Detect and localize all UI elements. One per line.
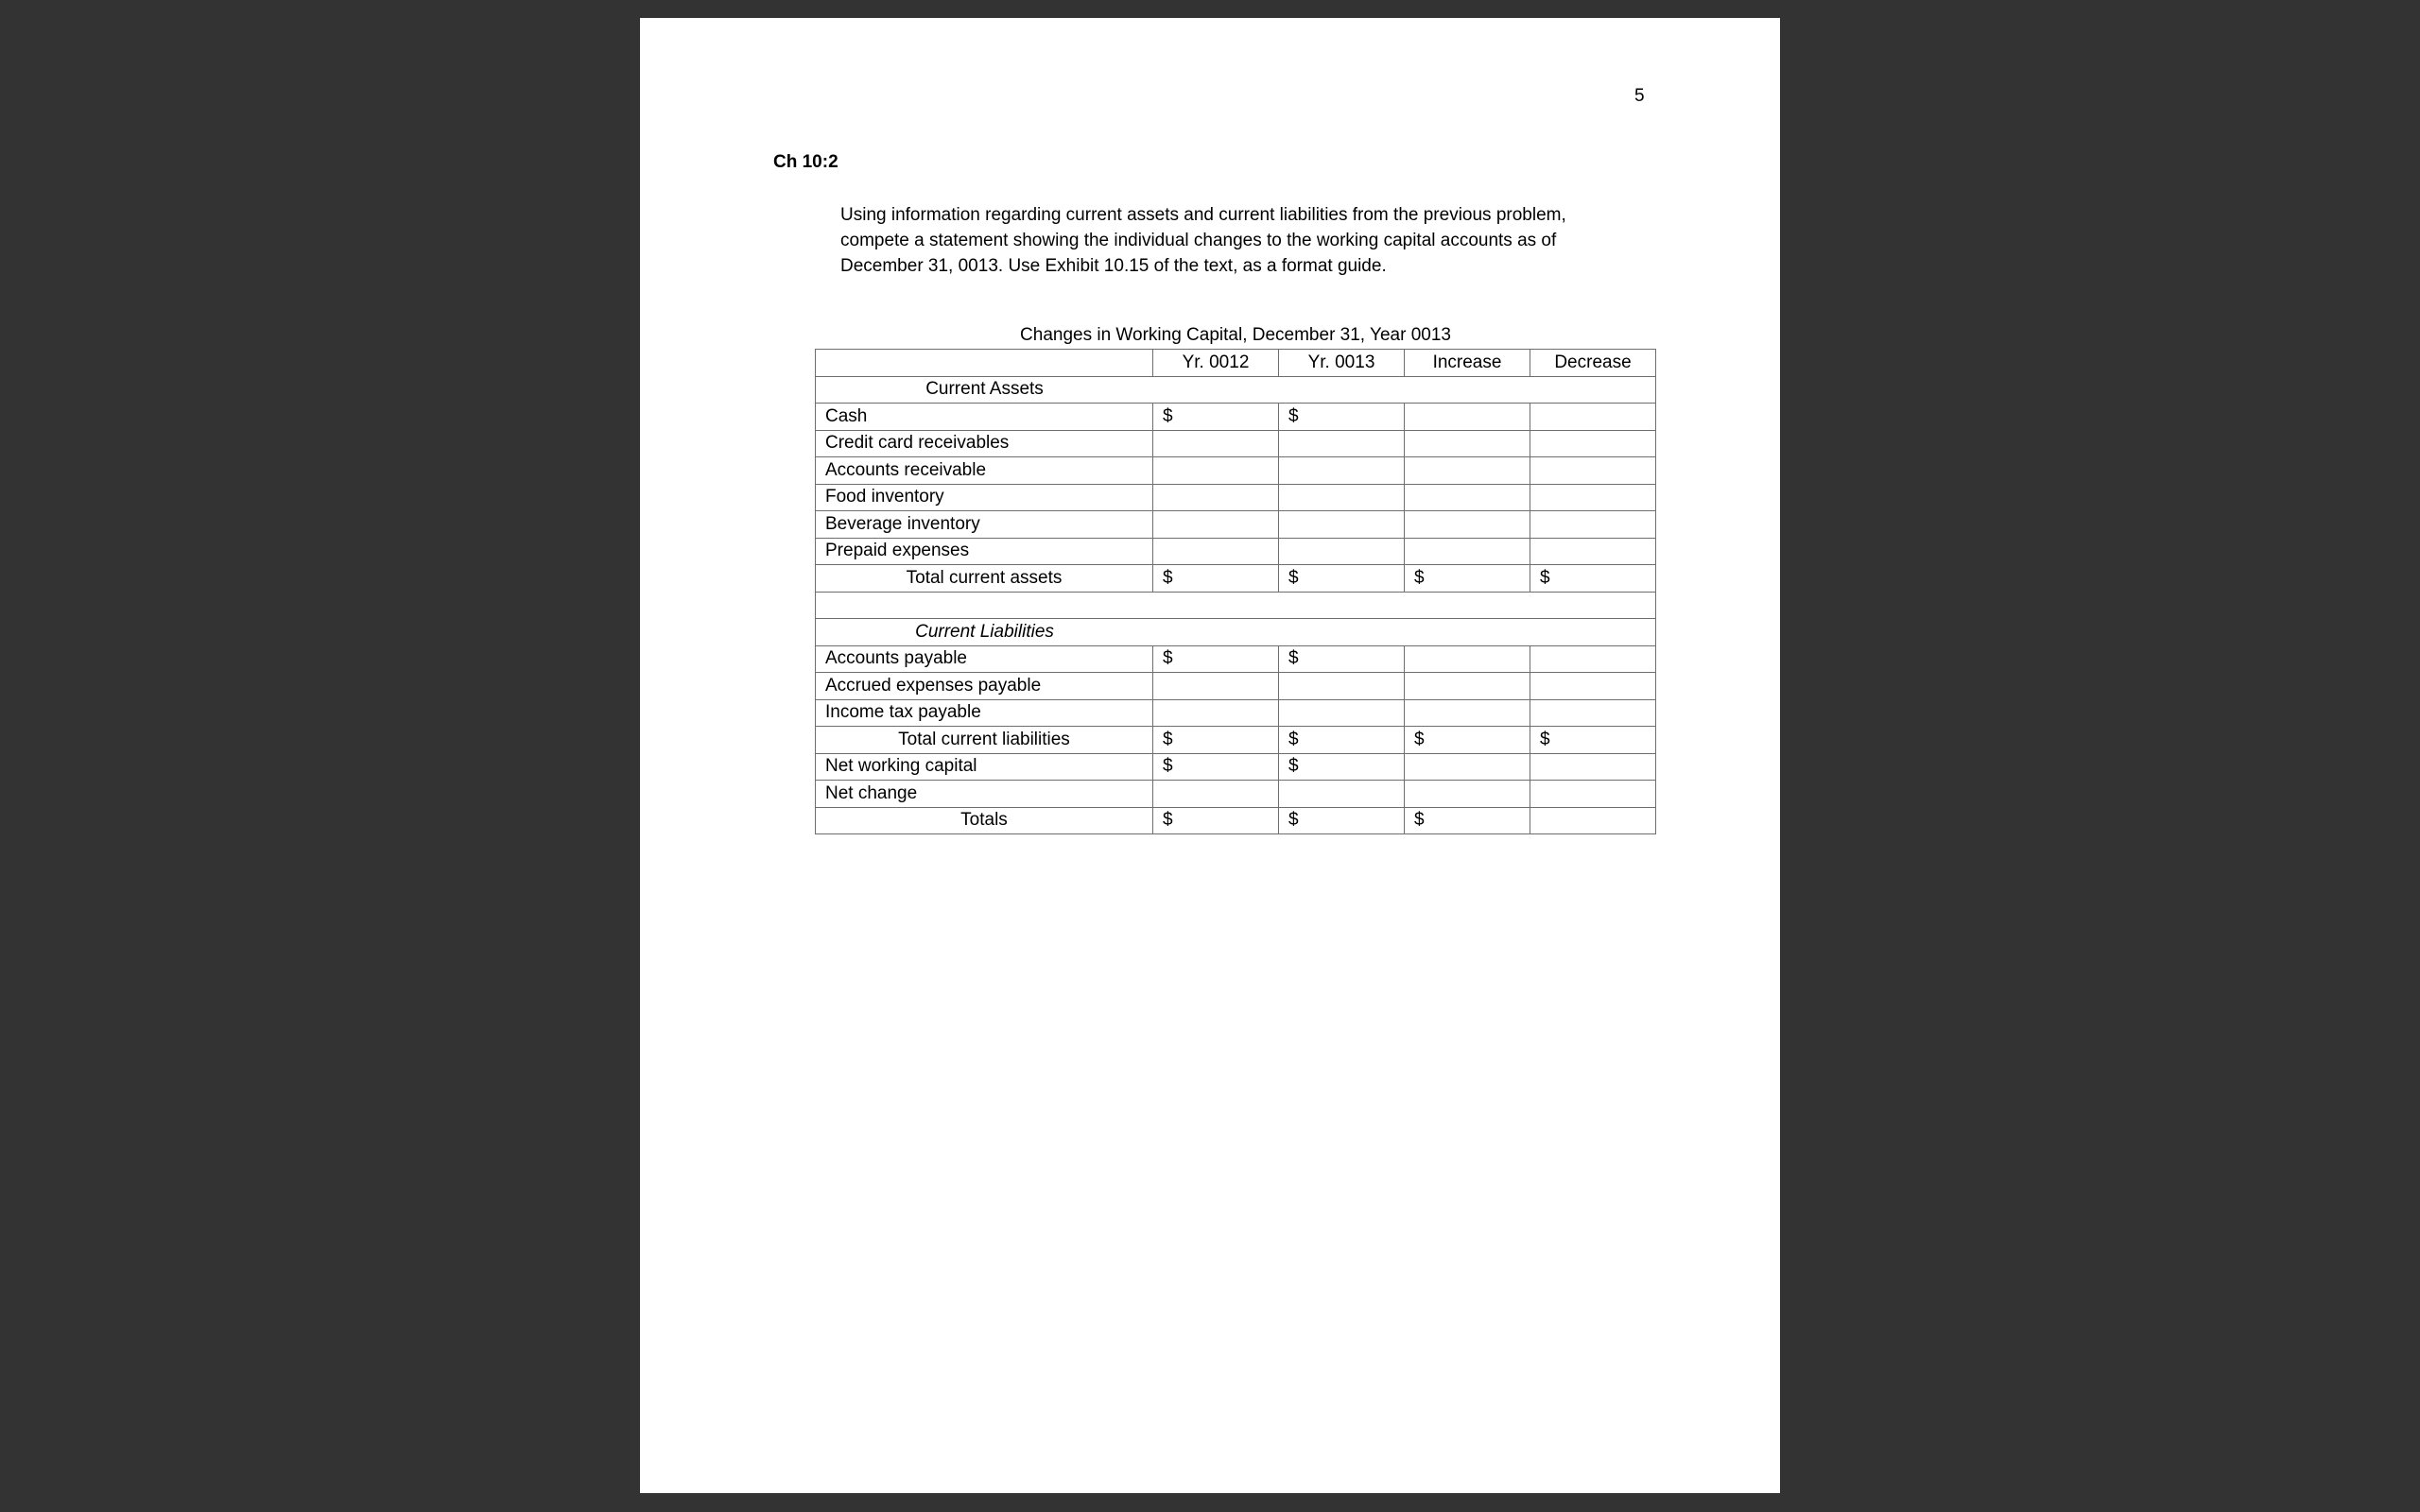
table-row-total-current-assets — [816, 565, 1656, 593]
cell-yr-0012: $ — [1153, 565, 1279, 593]
cell-increase — [1405, 753, 1530, 781]
cell-decrease: $ — [1530, 565, 1656, 593]
row-label: Food inventory — [816, 484, 1153, 511]
cell-decrease — [1530, 753, 1656, 781]
table-row — [816, 538, 1656, 565]
cell-yr-0012 — [1153, 538, 1279, 565]
cell-yr-0012 — [1153, 511, 1279, 539]
cell-decrease — [1530, 484, 1656, 511]
table-row — [816, 673, 1656, 700]
table-row — [816, 753, 1656, 781]
instructions-line: compete a statement showing the individual changes to the working capital accounts as of — [840, 231, 1557, 250]
cell-increase — [1405, 645, 1530, 673]
cell-increase — [1405, 404, 1530, 431]
row-label: Prepaid expenses — [816, 538, 1153, 565]
row-label: Cash — [816, 404, 1153, 431]
table-row — [816, 511, 1656, 539]
row-label: Accrued expenses payable — [816, 673, 1153, 700]
header-cell-yr-0013: Yr. 0013 — [1279, 350, 1405, 377]
cell-yr-0012 — [1153, 781, 1279, 808]
table-row — [816, 484, 1656, 511]
cell-yr-0012: $ — [1153, 645, 1279, 673]
cell-yr-0012: $ — [1153, 727, 1279, 754]
cell-increase — [1405, 699, 1530, 727]
chapter-heading: Ch 10:2 — [773, 152, 838, 172]
table-row — [816, 781, 1656, 808]
cell-increase — [1405, 484, 1530, 511]
cell-increase — [1405, 430, 1530, 457]
table-row — [816, 430, 1656, 457]
cell-yr-0012: $ — [1153, 753, 1279, 781]
row-label: Credit card receivables — [816, 430, 1153, 457]
table-header-row — [816, 350, 1656, 377]
header-cell-decrease: Decrease — [1530, 350, 1656, 377]
header-cell — [816, 350, 1153, 377]
instructions-paragraph — [840, 202, 1653, 279]
working-capital-table — [815, 349, 1656, 834]
cell-increase: $ — [1405, 727, 1530, 754]
cell-decrease — [1530, 645, 1656, 673]
cell-yr-0012 — [1153, 484, 1279, 511]
cell-decrease: $ — [1530, 727, 1656, 754]
cell-increase — [1405, 781, 1530, 808]
section-row-current-liabilities — [816, 619, 1656, 646]
table-title: Changes in Working Capital, December 31, Year 0013 — [1020, 325, 1451, 345]
cell-increase — [1405, 673, 1530, 700]
table-row-blank — [816, 592, 1656, 619]
cell-yr-0013: $ — [1279, 645, 1405, 673]
cell-decrease — [1530, 538, 1656, 565]
cell-decrease — [1530, 404, 1656, 431]
cell-yr-0013: $ — [1279, 565, 1405, 593]
cell-increase: $ — [1405, 565, 1530, 593]
cell-yr-0013 — [1279, 484, 1405, 511]
cell-decrease — [1530, 430, 1656, 457]
cell-yr-0013 — [1279, 699, 1405, 727]
cell-yr-0012 — [1153, 699, 1279, 727]
row-label: Totals — [816, 807, 1153, 834]
cell-yr-0012 — [1153, 430, 1279, 457]
cell-yr-0013 — [1279, 538, 1405, 565]
page-number: 5 — [1634, 86, 1645, 106]
cell-yr-0012: $ — [1153, 404, 1279, 431]
cell-yr-0013 — [1279, 430, 1405, 457]
section-heading-label: Current Liabilities — [915, 621, 1054, 642]
section-heading-current-assets — [816, 376, 1656, 404]
row-label: Income tax payable — [816, 699, 1153, 727]
blank-cell — [816, 592, 1656, 619]
header-cell-yr-0012: Yr. 0012 — [1153, 350, 1279, 377]
cell-yr-0013 — [1279, 781, 1405, 808]
table-row — [816, 404, 1656, 431]
instructions-line: Using information regarding current assets and current liabilities from the previous problem, — [840, 205, 1566, 225]
row-label: Beverage inventory — [816, 511, 1153, 539]
cell-increase — [1405, 511, 1530, 539]
row-label: Net working capital — [816, 753, 1153, 781]
cell-yr-0013 — [1279, 457, 1405, 485]
table-row — [816, 457, 1656, 485]
row-label: Total current liabilities — [816, 727, 1153, 754]
cell-decrease — [1530, 699, 1656, 727]
cell-decrease — [1530, 673, 1656, 700]
table-row — [816, 699, 1656, 727]
row-label: Accounts payable — [816, 645, 1153, 673]
cell-decrease — [1530, 781, 1656, 808]
row-label: Net change — [816, 781, 1153, 808]
cell-decrease — [1530, 807, 1656, 834]
section-row-current-assets — [816, 376, 1656, 404]
table-row-totals — [816, 807, 1656, 834]
cell-increase: $ — [1405, 807, 1530, 834]
cell-yr-0013: $ — [1279, 404, 1405, 431]
row-label: Total current assets — [816, 565, 1153, 593]
cell-decrease — [1530, 457, 1656, 485]
row-label: Accounts receivable — [816, 457, 1153, 485]
cell-yr-0013: $ — [1279, 753, 1405, 781]
cell-yr-0013 — [1279, 511, 1405, 539]
cell-yr-0013: $ — [1279, 727, 1405, 754]
cell-yr-0012 — [1153, 673, 1279, 700]
section-heading-current-liabilities — [816, 619, 1656, 646]
cell-increase — [1405, 457, 1530, 485]
header-cell-increase: Increase — [1405, 350, 1530, 377]
section-heading-label: Current Assets — [925, 379, 1044, 400]
instructions-line: December 31, 0013. Use Exhibit 10.15 of the text, as a format guide. — [840, 256, 1387, 276]
cell-increase — [1405, 538, 1530, 565]
cell-yr-0012 — [1153, 457, 1279, 485]
cell-yr-0013: $ — [1279, 807, 1405, 834]
table-row-total-current-liabilities — [816, 727, 1656, 754]
cell-yr-0013 — [1279, 673, 1405, 700]
table-row — [816, 645, 1656, 673]
document-page — [640, 18, 1780, 1493]
cell-yr-0012: $ — [1153, 807, 1279, 834]
cell-decrease — [1530, 511, 1656, 539]
